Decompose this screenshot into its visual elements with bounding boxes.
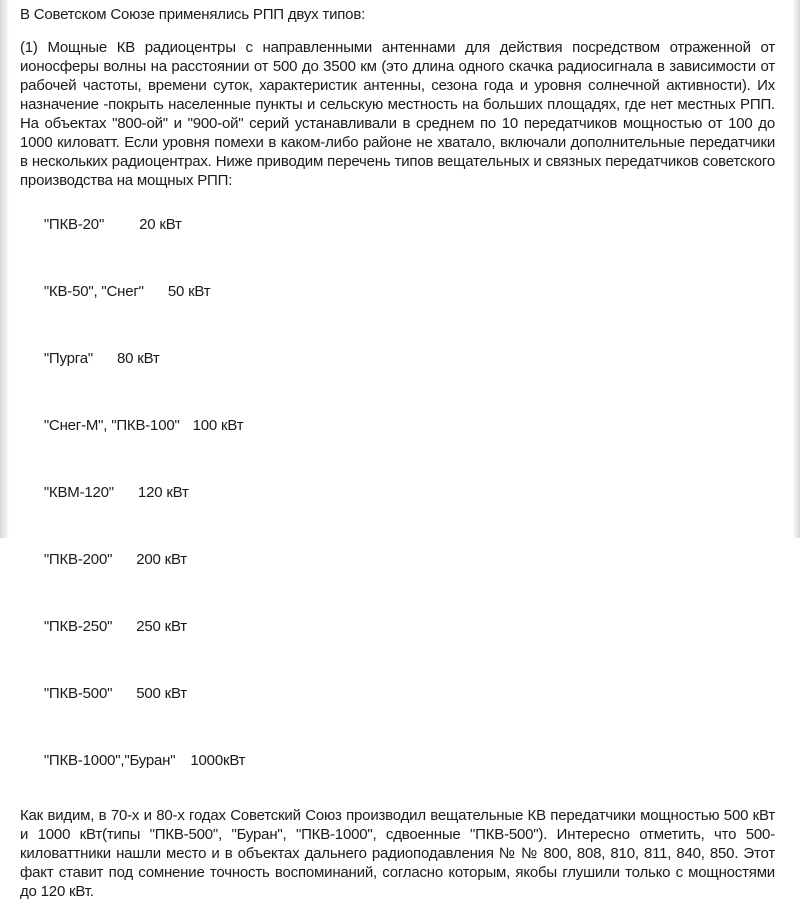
page-edge-right [793,0,800,538]
transmitter-models: "ПКВ-20" [43,216,105,233]
closing-paragraph: Как видим, в 70-х и 80-х годах Советский Союз производил вещательные КВ передатчики мощностью 500 кВт и 1000 кВт(типы "ПКВ-500", "Буран", "ПКВ-1000", сдвоенные "ПКВ-500"). Интересно отметить, что 500-киловаттники нашли место и в объектах дальнего радиоподавления № № 800, 808, 810, 811, 840, 850. Этот факт ставит под сомнение точность воспоминаний, согласно которым, якобы глушили только с мощностями до 120 кВт. [20,807,775,900]
transmitter-power: 1000кВт [190,752,246,769]
transmitter-power: 80 кВт [117,350,160,367]
transmitter-models: "ПКВ-1000","Буран" [43,752,176,769]
main-paragraph: (1) Мощные КВ радиоцентры с направленными антеннами для действия посредством отраженной от ионосферы волны на расстоянии от 500 до 3500 км (это длина одного скачка радиосигнала в зависимости от рабочей частоты, времени суток, характеристик антенны, сезона года и уровня солнечной активности). Их назначение -покрыть населенные пункты и сельскую местность на больших площадях, где нет местных РПП. На объектах "800-ой" и "900-ой" серий устанавливали в среднем по 10 передатчиков мощностью от 100 до 1000 киловатт. Если уровня помехи в каком-либо районе не хватало, включали дополнительные передатчики в нескольких радиоцентрах. Ниже приводим перечень типов вещательных и связных передатчиков советского производства на мощных РПП: [20,39,775,189]
transmitter-models: "ПКВ-500" [43,685,113,702]
transmitter-models: "Пурга" [43,350,94,367]
transmitter-models: "КВМ-120" [43,484,114,501]
transmitter-row [20,732,775,789]
transmitter-power: 200 кВт [136,551,187,568]
transmitter-models: "Снег-М", "ПКВ-100" [43,417,180,434]
transmitter-power: 120 кВт [137,484,189,501]
intro-paragraph: В Советском Союзе применялись РПП двух типов: [20,6,366,23]
transmitter-power: 50 кВт [167,283,211,300]
transmitter-row [20,665,775,722]
transmitter-power: 500 кВт [136,685,187,702]
transmitter-row [20,196,775,253]
transmitter-models: "ПКВ-250" [43,618,113,635]
transmitter-power: 100 кВт [192,417,244,434]
transmitter-power: 250 кВт [136,618,187,635]
transmitter-row [20,397,775,454]
transmitter-row [20,531,775,588]
transmitter-row [20,263,775,320]
transmitter-row [20,598,775,655]
page-edge-left [0,0,9,538]
transmitter-list [20,196,775,789]
transmitter-row [20,464,775,521]
transmitter-models: "ПКВ-200" [43,551,113,568]
transmitter-power: 20 кВт [139,216,182,233]
transmitter-row [20,330,775,387]
transmitter-models: "КВ-50", "Снег" [43,283,144,300]
